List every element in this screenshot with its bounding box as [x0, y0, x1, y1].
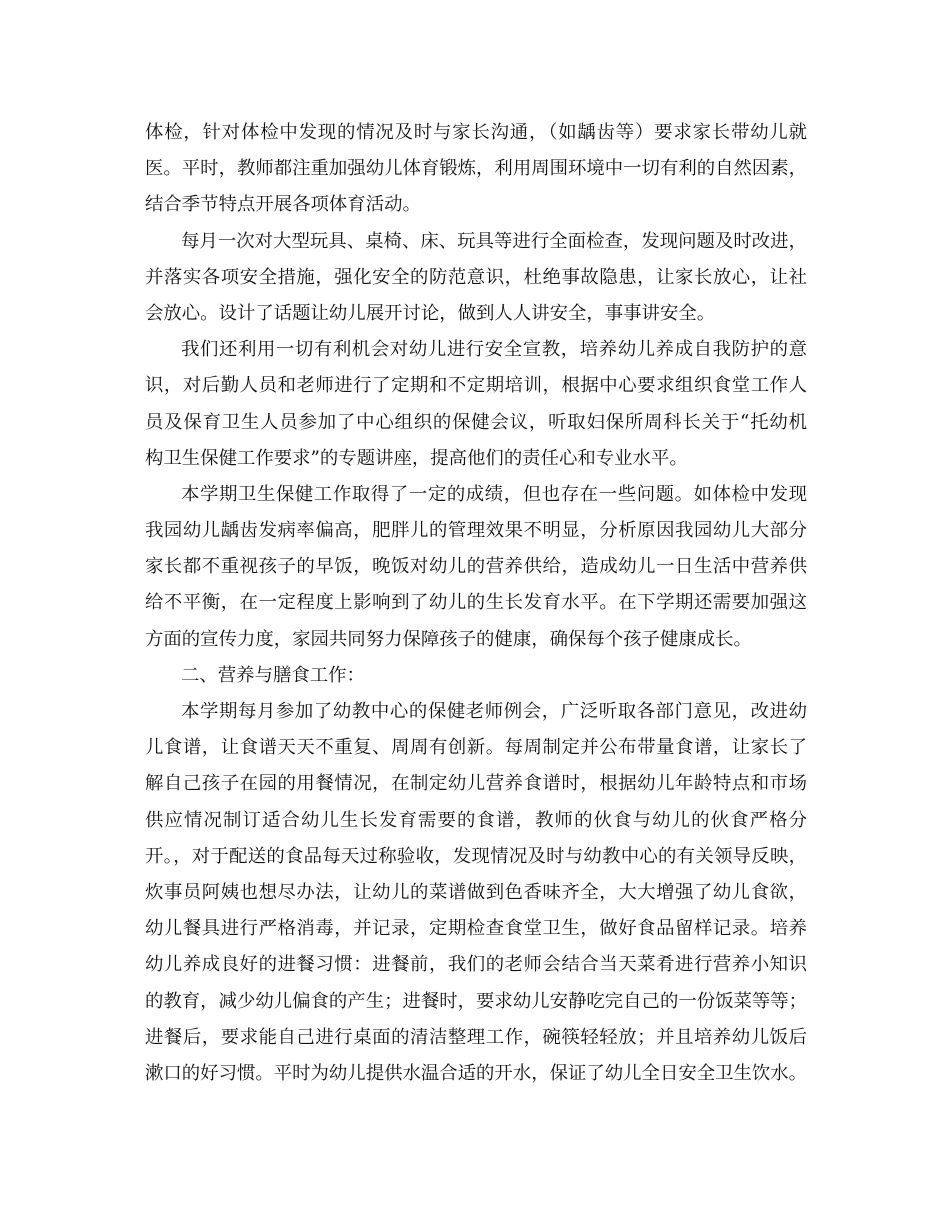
text-line: 医。平时，教师都注重加强幼儿体育锻炼，利用周围环境中一切有利的自然因素， [145, 158, 808, 180]
text-line: 开。，对于配送的食品每天过称验收，发现情况及时与幼教中心的有关领导反映， [145, 845, 807, 867]
paragraph [145, 332, 807, 477]
text-line: 给不平衡，在一定程度上影响到了幼儿的生长发育水平。在下学期还需要加强这 [145, 592, 807, 614]
text-line: 我园幼儿龋齿发病率偏高，肥胖儿的管理效果不明显，分析原因我园幼儿大部分 [145, 520, 807, 542]
section-heading [145, 658, 807, 694]
text-line: 每月一次对大型玩具、桌椅、床、玩具等进行全面检查，发现问题及时改进， [181, 230, 807, 252]
text-line: 构卫生保健工作要求”的专题讲座，提高他们的责任心和专业水平。 [145, 447, 688, 469]
document-body [145, 115, 807, 1092]
paragraph [145, 477, 807, 658]
text-line: 我们还利用一切有利机会对幼儿进行安全宣教，培养幼儿养成自我防护的意 [181, 339, 807, 361]
text-line: 炊事员阿姨也想尽办法，让幼儿的菜谱做到色香味齐全，大大增强了幼儿食欲， [145, 881, 807, 903]
text-line: 员及保育卫生人员参加了中心组织的保健会议，听取妇保所周科长关于“托幼机 [145, 411, 807, 433]
paragraph [145, 694, 807, 1092]
paragraph [145, 115, 807, 224]
text-line: 进餐后，要求能自己进行桌面的清洁整理工作，碗筷轻轻放；并且培养幼儿饭后 [145, 1026, 807, 1048]
text-line: 结合季节特点开展各项体育活动。 [145, 194, 421, 216]
text-line: 本学期卫生保健工作取得了一定的成绩，但也存在一些问题。如体检中发现 [181, 483, 807, 505]
text-line: 家长都不重视孩子的早饭，晚饭对幼儿的营养供给，造成幼儿一日生活中营养供 [145, 556, 807, 578]
text-line: 漱口的好习惯。平时为幼儿提供水温合适的开水，保证了幼儿全日安全卫生饮水。 [145, 1062, 808, 1084]
text-line: 儿食谱，让食谱天天不重复、周周有创新。每周制定并公布带量食谱，让家长了 [145, 737, 807, 759]
text-line: 解自己孩子在园的用餐情况，在制定幼儿营养食谱时，根据幼儿年龄特点和市场 [145, 773, 807, 795]
text-line: 方面的宣传力度，家园共同努力保障孩子的健康，确保每个孩子健康成长。 [145, 628, 752, 650]
text-line: 并落实各项安全措施，强化安全的防范意识，杜绝事故隐患，让家长放心，让社 [145, 266, 807, 288]
text-line: 幼儿养成良好的进餐习惯：进餐前，我们的老师会结合当天菜肴进行营养小知识 [145, 954, 807, 976]
section-heading-text: 二、营养与膳食工作： [181, 664, 365, 686]
text-line: 识，对后勤人员和老师进行了定期和不定期培训，根据中心要求组织食堂工作人 [145, 375, 807, 397]
text-line: 的教育，减少幼儿偏食的产生；进餐时，要求幼儿安静吃完自己的一份饭菜等等； [145, 990, 808, 1012]
text-line: 供应情况制订适合幼儿生长发育需要的食谱，教师的伙食与幼儿的伙食严格分 [145, 809, 807, 831]
text-line: 会放心。设计了话题让幼儿展开讨论，做到人人讲安全，事事讲安全。 [145, 302, 716, 324]
paragraph [145, 224, 807, 333]
text-line: 本学期每月参加了幼教中心的保健老师例会，广泛听取各部门意见，改进幼 [181, 701, 807, 722]
text-line: 幼儿餐具进行严格消毒，并记录，定期检查食堂卫生，做好食品留样记录。培养 [145, 918, 807, 940]
text-line: 体检，针对体检中发现的情况及时与家长沟通，（如龋齿等）要求家长带幼儿就 [145, 122, 807, 143]
